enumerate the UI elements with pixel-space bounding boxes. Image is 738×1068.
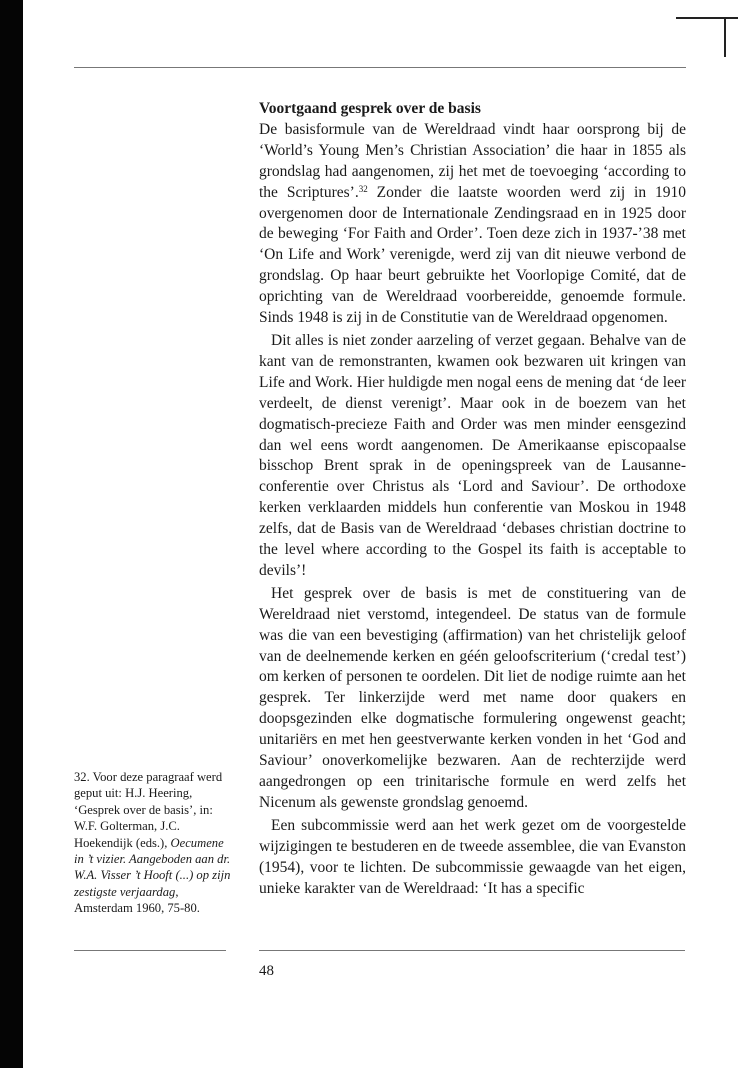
main-text-column (259, 99, 686, 899)
footnote-imprint: , Amsterdam 1960, 75-80. (74, 884, 200, 916)
crop-mark-vertical (724, 17, 726, 57)
paragraph-1 (259, 120, 686, 329)
footnote-ref-32: 32 (358, 183, 368, 194)
page-number: 48 (259, 963, 274, 979)
paragraph-3: Het gesprek over de basis is met de constituering van de Wereldraad niet verstomd, integendeel. De status van de formule was die van een bevestiging (affirmation) van het christelijk geloof van de deelnemende kerken en géén geloofscriterium (‘credal test’) om kerken of personen te oordelen. Dit liet de nodige ruimte aan het gesprek. Ter linkerzijde werd met name door quakers en doopsgezinden elke dogmatische formulering ongewenst geacht; unitariërs en met hen geestverwante kerken vonden in het ‘God and Saviour’ onoverkomelijke bezwaren. Aan de rechterzijde werd aangedrongen op een trinitarische formule en werd zelfs het Nicenum als gewenste grondslag genoemd. (259, 584, 686, 811)
paragraph-1-text-b: Zonder die laatste woorden werd zij in 1910 overgenomen door de Internationale Zendingsraad en in 1925 door de beweging ‘For Faith and Order’. Toen deze zich in 1937-’38 met ‘On Life and Work’ verenigde, werd zij van dit nieuwe verbond de grondslag. Op haar beurt gebruikte het Voorlopige Comité, dat de oprichting van de Wereldraad voorbereidde, genoemde formule. Sinds 1948 is zij in de Constitutie van de Wereldraad opgenomen. (259, 183, 686, 327)
footnote-rule (74, 950, 226, 951)
top-rule (74, 67, 686, 68)
paragraph-1-text-a: De basisformule van de Wereldraad vindt haar oorsprong bij de ‘World’s Young Men’s Christian Association’ die haar in 1855 als grondslag had aangenomen, zij het met de toevoeging ‘according to the Scriptures’. (259, 120, 686, 201)
paragraph-4: Een subcommissie werd aan het werk gezet om de voorgestelde wijzigingen te bestuderen en de tweede assemblee, die van Evanston (1954), voor te lichten. De subcommissie gewaagde van het eigen, unieke karakter van de Wereldraad: ‘It has a specific (259, 816, 686, 897)
crop-mark-horizontal (676, 17, 738, 19)
scan-black-edge (0, 0, 23, 1068)
section-heading: Voortgaand gesprek over de basis (259, 100, 481, 117)
footnote-title: Oecumene in ’t vizier. Aangeboden aan dr. W.A. Visser ’t Hooft (...) op zijn zestigste verjaardag (74, 835, 231, 899)
bottom-rule (259, 950, 685, 951)
footnote-32 (74, 769, 234, 917)
footnote-text: 32. Voor deze paragraaf werd geput uit: H.J. Heering, ‘Gesprek over de basis’, in: W.F. Golterman, J.C. Hoekendijk (eds.), (74, 770, 223, 850)
paragraph-2: Dit alles is niet zonder aarzeling of verzet gegaan. Behalve van de kant van de remonstranten, kwamen ook bezwaren uit kringen van Life and Work. Hier huldigde men nogal eens de mening dat ‘de leer verdeelt, de dienst verenigt’. Maar ook in de boezem van het dogmatisch-precieze Faith and Order was men minder eensgezind dan wel eens wordt aangenomen. De Amerikaanse episcopaalse bisschop Brent sprak in de openingspreek van de Lausanne-conferentie over Christus als ‘Lord and Saviour’. De orthodoxe kerken verklaarden middels hun conferentie van Moskou in 1948 zelfs, dat de Basis van de Wereldraad ‘debases christian doctrine to the level where according to the Gospel its faith is acceptable to devils’! (259, 331, 686, 579)
